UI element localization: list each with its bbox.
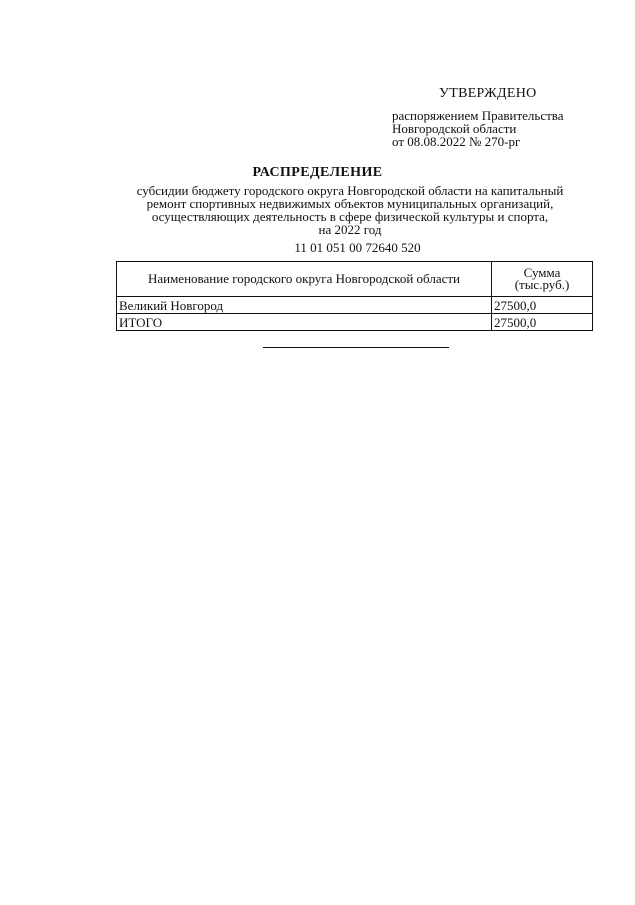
table-row <box>117 297 593 314</box>
row-amount-cell: 27500,0 <box>492 297 593 314</box>
header-name-cell: Наименование городского округа Новгородской области <box>117 262 492 297</box>
approval-line: Новгородской области <box>392 121 517 136</box>
table-header-row <box>117 262 593 297</box>
subtitle-line: на 2022 год <box>318 222 382 237</box>
header-sum-label: Сумма <box>523 265 561 280</box>
row-name-cell: ИТОГО <box>117 314 492 331</box>
subtitle-line: осуществляющих деятельность в сфере физической культуры и спорта, <box>151 209 549 224</box>
subtitle-line: ремонт спортивных недвижимых объектов муниципальных организаций, <box>146 196 554 211</box>
distribution-table <box>116 261 593 331</box>
row-amount-cell: 27500,0 <box>492 314 593 331</box>
table-row-total <box>117 314 593 331</box>
approval-line: распоряжением Правительства <box>392 108 564 123</box>
document-subtitle <box>100 184 600 236</box>
closing-divider <box>263 347 449 348</box>
header-sum-cell <box>492 262 593 297</box>
approval-line: от 08.08.2022 № 270-рг <box>392 134 521 149</box>
subtitle-line: субсидии бюджету городского округа Новгородской области на капитальный <box>136 183 564 198</box>
approval-block <box>392 86 612 148</box>
row-name-cell: Великий Новгород <box>117 297 492 314</box>
budget-code: 11 01 051 00 72640 520 <box>294 240 421 255</box>
approval-stamp: УТВЕРЖДЕНО <box>439 86 537 101</box>
document-title: РАСПРЕДЕЛЕНИЕ <box>252 165 383 180</box>
header-sum-unit: (тыс.руб.) <box>514 277 570 292</box>
